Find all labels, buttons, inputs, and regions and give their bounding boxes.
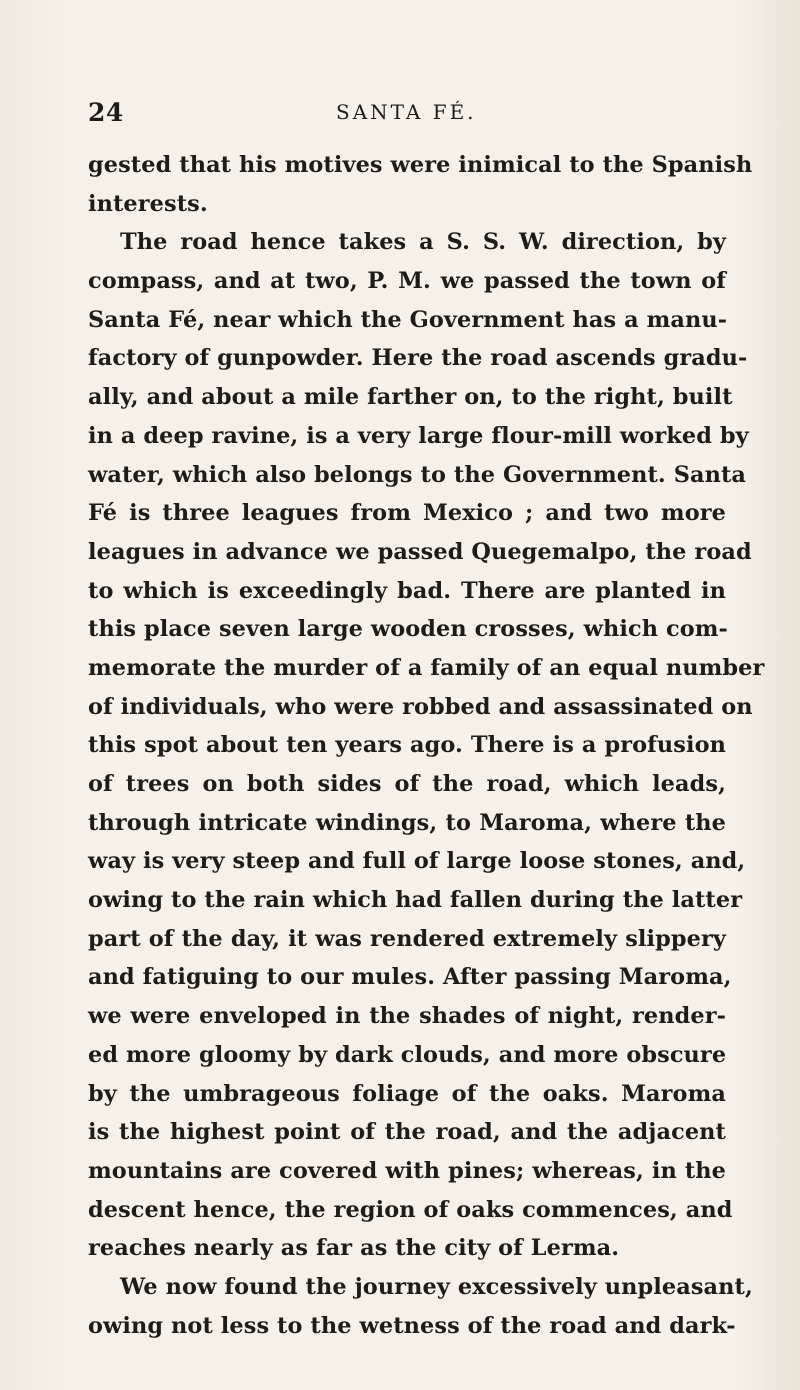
text-line: Fé is three leagues from Mexico ; and two more bbox=[88, 500, 726, 527]
body-text bbox=[88, 146, 765, 1345]
text-line: through intricate windings, to Maroma, where the bbox=[88, 809, 726, 836]
text-line: mountains are covered with pines; whereas, in the bbox=[88, 1157, 726, 1184]
text-line: part of the day, it was rendered extremely slippery bbox=[88, 925, 726, 952]
text-line: this place seven large wooden crosses, which com- bbox=[88, 616, 728, 643]
text-line: by the umbrageous foliage of the oaks. Maroma bbox=[88, 1080, 726, 1107]
running-head: SANTA FÉ. bbox=[336, 100, 477, 124]
text-line: is the highest point of the road, and the adjacent bbox=[88, 1119, 726, 1146]
text-line: this spot about ten years ago. There is a profusion bbox=[88, 732, 726, 759]
page-number: 24 bbox=[88, 98, 124, 127]
text-line: We now found the journey excessively unpleasant, bbox=[120, 1273, 753, 1300]
text-line: reaches nearly as far as the city of Lerma. bbox=[88, 1235, 620, 1262]
text-line: in a deep ravine, is a very large flour-mill worked by bbox=[88, 422, 749, 449]
text-line: ally, and about a mile farther on, to the right, built bbox=[88, 384, 733, 411]
text-line: water, which also belongs to the Government. Santa bbox=[88, 461, 747, 488]
text-line: leagues in advance we passed Quegemalpo, the road bbox=[88, 538, 752, 565]
text-line: of trees on both sides of the road, which leads, bbox=[88, 771, 726, 797]
text-line: factory of gunpowder. Here the road ascends gradu- bbox=[88, 345, 748, 372]
text-line: we were enveloped in the shades of night, render- bbox=[88, 1003, 726, 1030]
text-line: of individuals, who were robbed and assassinated on bbox=[88, 693, 753, 720]
text-line: way is very steep and full of large loose stones, and, bbox=[88, 848, 746, 875]
text-line: and fatiguing to our mules. After passing Maroma, bbox=[88, 964, 732, 991]
text-line: interests. bbox=[88, 190, 208, 217]
text-line: descent hence, the region of oaks commences, and bbox=[88, 1196, 733, 1223]
text-line: memorate the murder of a family of an equal number bbox=[88, 654, 765, 681]
text-line: The road hence takes a S. S. W. direction, by bbox=[120, 229, 726, 256]
text-line: Santa Fé, near which the Government has a manu- bbox=[88, 306, 728, 333]
page-header bbox=[88, 98, 728, 130]
text-line: owing to the rain which had fallen during the latter bbox=[88, 887, 743, 914]
text-line: gested that his motives were inimical to the Spanish bbox=[88, 152, 753, 178]
text-line: compass, and at two, P. M. we passed the town of bbox=[88, 268, 726, 295]
text-line: owing not less to the wetness of the road and dark- bbox=[88, 1312, 736, 1339]
text-line: to which is exceedingly bad. There are planted in bbox=[88, 577, 726, 604]
text-line: ed more gloomy by dark clouds, and more obscure bbox=[88, 1041, 727, 1068]
